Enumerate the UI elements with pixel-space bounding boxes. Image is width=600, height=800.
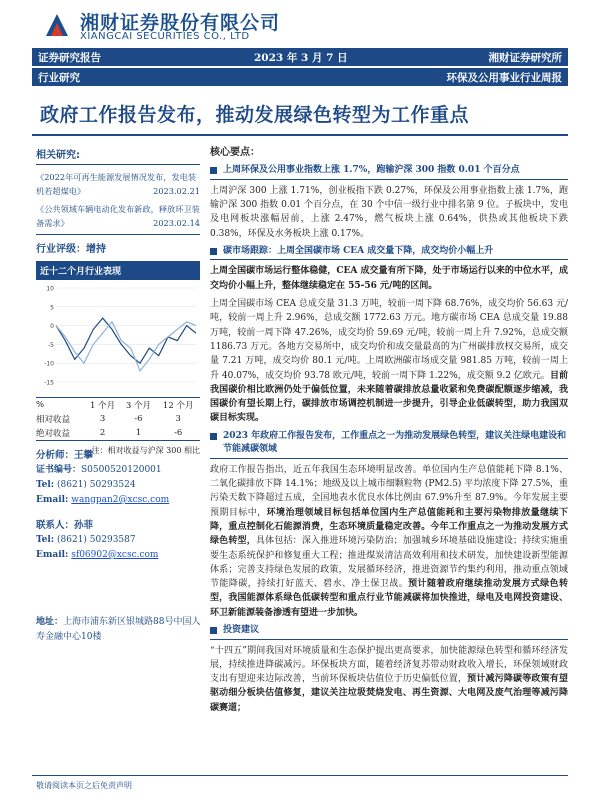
performance-table — [36, 397, 200, 441]
y-tick-label: -5 — [48, 341, 54, 349]
section-heading: 上周环保及公用事业指数上涨 1.7%，跑输沪深 300 指数 0.01 个百分点 — [210, 164, 568, 178]
company-name-en: XIANGCAI SECURITIES CO., LTD — [80, 31, 250, 42]
y-tick-label: 0 — [50, 323, 54, 331]
related-divider — [36, 234, 200, 235]
report-category: 行业研究 — [38, 72, 80, 84]
report-header — [36, 6, 566, 44]
disclaimer-note: 敬请阅读本页之后免责声明 — [36, 781, 132, 790]
table-cell: 3 — [175, 414, 181, 424]
table-cell: -6 — [156, 426, 200, 441]
performance-chart — [36, 282, 200, 392]
report-category-bar — [32, 68, 568, 86]
company-name-cn: 湘财证券股份有限公司 — [80, 12, 281, 34]
related-heading: 相关研究: — [36, 150, 80, 161]
y-tick-label: -10 — [44, 360, 54, 368]
related-item[interactable]: 《公共领域车辆电动化发布新政，释放环卫装备需求》 2023.02.14 — [36, 204, 200, 228]
table-header: 12 个月 — [156, 398, 200, 413]
industry-rating: 行业评级：增持 — [36, 244, 106, 255]
analyst-phone: (8621) 50293524 — [57, 480, 136, 490]
contact-phone: (8621) 50293587 — [57, 535, 136, 545]
table-header: 3 个月 — [120, 398, 156, 413]
table-cell: 相对收益 — [36, 415, 71, 425]
bullet-square-icon — [210, 248, 217, 255]
section-heading: 碳市场跟踪：上周全国碳市场 CEA 成交量下降，成交均价小幅上升 — [210, 245, 568, 259]
table-header: % — [36, 398, 85, 413]
table-header: 1 个月 — [85, 398, 121, 413]
bullet-square-icon — [210, 433, 217, 440]
section-paragraph: 上周全国碳市场运行整体稳健，CEA 成交量有所下降，处于市场运行以来的中位水平，成交均价小幅上升，整体继续稳定在 55-56 元/吨的区间。 — [210, 266, 568, 291]
series-line — [56, 318, 196, 363]
section-heading: 投资建议 — [210, 624, 568, 638]
contact-email-link[interactable]: sf06902@xcsc.com — [71, 550, 159, 560]
section-divider — [210, 639, 568, 640]
address-block — [36, 615, 206, 645]
section-divider — [210, 179, 568, 180]
report-info-bar — [32, 48, 568, 66]
address-text: 上海市浦东新区银城路88号中国人寿金融中心10楼 — [36, 617, 201, 642]
address-label: 地址： — [36, 617, 64, 627]
table-note: 注：相对收益与沪深 300 相比 — [91, 446, 200, 455]
company-logo-icon — [42, 10, 72, 40]
left-column — [36, 146, 200, 456]
research-institute: 湘财证券研究所 — [488, 52, 562, 64]
page-title: 政府工作报告发布，推动发展绿色转型为工作重点 — [40, 104, 470, 126]
table-cell: 绝对收益 — [36, 426, 85, 441]
analyst-info: 分析师：王攀 证书编号：S0500520120001 Tel: (8621) 50293524 Email: wangpan2@xcsc.com 联系人：孙菲 Tel: (8621) 50293587 Email: sf06902@xcsc.com — [36, 448, 206, 563]
section-paragraph: “十四五”期间我国对环境质量和生态保护提出更高要求，加快能源绿色转型和循环经济发展，持续推进降碳减污。环保板块方面，随着经济复苏带动财政收入增长，环保领域财政支出有望迎来边际改善，当前环保板块估值位于历史偏低位置，预计减污降碳等政策有望驱动细分板块估值修复，建议关注垃圾焚烧发电、再生资源、大电网及废气治理等减污降碳赛道； — [210, 645, 568, 713]
section-paragraph: 上周全国碳市场 CEA 总成交量 31.3 万吨，较前一周下降 68.76%，成交均价 56.63 元/吨，较前一周上升 2.96%，总成交额 1772.63 万元。地方碳市场 CEA 总成交量 19.88 万吨，较前一周下降 47.26%，成交均价 59.69 元/吨，较前一周上升 7.92%，总成交额 1186.73 万元。各地方交易所中，成交均价和成交量最高的为广州碳排放权交易所，成交量 7.21 万吨，成交均价 80.1 元/吨。上周欧洲碳市场成交量 981.85 万吨，较前一周上升 40.07%，成交均价 93.78 欧元/吨，较前一周下降 1.22%，成交额 9.2 亿欧元。目前我国碳价相比欧洲仍处于偏低位置，未来随着碳排放总量收紧和免费碳配额逐步缩减，我国碳价有望长期上行，碳排放市场调控机制进一步提升，引导企业低碳转型，助力我国双碳目标实现。 — [210, 299, 568, 424]
core-points-heading: 核心要点： — [210, 147, 260, 158]
y-tick-label: 10 — [46, 285, 54, 293]
y-tick-label: 5 — [50, 304, 54, 312]
main-content — [210, 146, 568, 719]
performance-heading: 近十二个月行业表现 — [36, 261, 200, 280]
analyst-email-link[interactable]: wangpan2@xcsc.com — [71, 495, 170, 505]
section-divider — [210, 458, 568, 459]
title-divider — [32, 134, 568, 136]
footer-divider — [32, 775, 568, 776]
bullet-square-icon — [210, 627, 217, 634]
report-date: 2023 年 3 月 7 日 — [254, 52, 348, 64]
related-item[interactable]: 《2022年可再生能源发展情况发布，发电装机若超煤电》 2023.02.21 — [36, 172, 200, 196]
table-cell: 2 — [85, 426, 121, 441]
report-type: 证券研究报告 — [38, 52, 101, 64]
section-divider — [210, 259, 568, 260]
analyst-cert: S0500520120001 — [81, 465, 162, 475]
y-tick-label: -15 — [44, 379, 54, 387]
analyst-name: 分析师：王攀 — [36, 450, 94, 461]
table-cell: -6 — [134, 414, 143, 424]
section-paragraph: 政府工作报告指出，近五年我国生态环境明显改善。单位国内生产总值能耗下降 8.1%、二氧化碳排放下降 14.1%；地级及以上城市细颗粒物 (PM2.5) 平均浓度下降 27.5%，重污染天数下降超过五成，全国地表水优良水体比例由 67.9%升至 87.9%。今年发展主要预期目标中，环境治理领域目标包括单位国内生产总值能耗和主要污染物排放量继续下降，重点控制化石能源消费，生态环境质量稳定改善。今年工作重点之一为推动发展方式绿色转型，具体包括：深入推进环境污染防治；加强城乡环境基础设施建设；持续实施重要生态系统保护和修复重大工程；推进煤炭清洁高效利用和技术研发，加快建设新型能源体系；完善支持绿色发展的政策，发展循环经济，推进资源节约集约利用，推动重点领域节能降碳，持续打好蓝天、碧水、净土保卫战。预计随着政府继续推动发展方式绿色转型，我国能源体系绿色低碳转型和重点行业节能减碳将加快推进，绿电及电网投资建设、环卫新能源装备渗透有望进一步加快。 — [210, 464, 568, 618]
report-series: 环保及公用事业行业周报 — [446, 72, 562, 84]
table-cell: 1 — [120, 426, 156, 441]
table-cell: 3 — [99, 414, 106, 424]
contact-name: 联系人：孙菲 — [36, 520, 94, 531]
related-divider — [36, 164, 200, 165]
bullet-square-icon — [210, 167, 217, 174]
section-heading: 2023 年政府工作报告发布，工作重点之一为推动发展绿色转型，建议关注绿电建设和节能减碳领域 — [210, 430, 568, 457]
section-paragraph: 上周沪深 300 上涨 1.71%，创业板指下跌 0.27%，环保及公用事业指数上涨 1.7%，跑输沪深 300 指数 0.01 个百分点，在 30 个中信一级行业中排名第 9 位。子板块中，发电及电网板块涨幅居前，上涨 2.47%，燃气板块上涨 0.64%，供热或其他板块下跌 0.38%，环保及水务板块上涨 0.17%。 — [210, 185, 568, 239]
